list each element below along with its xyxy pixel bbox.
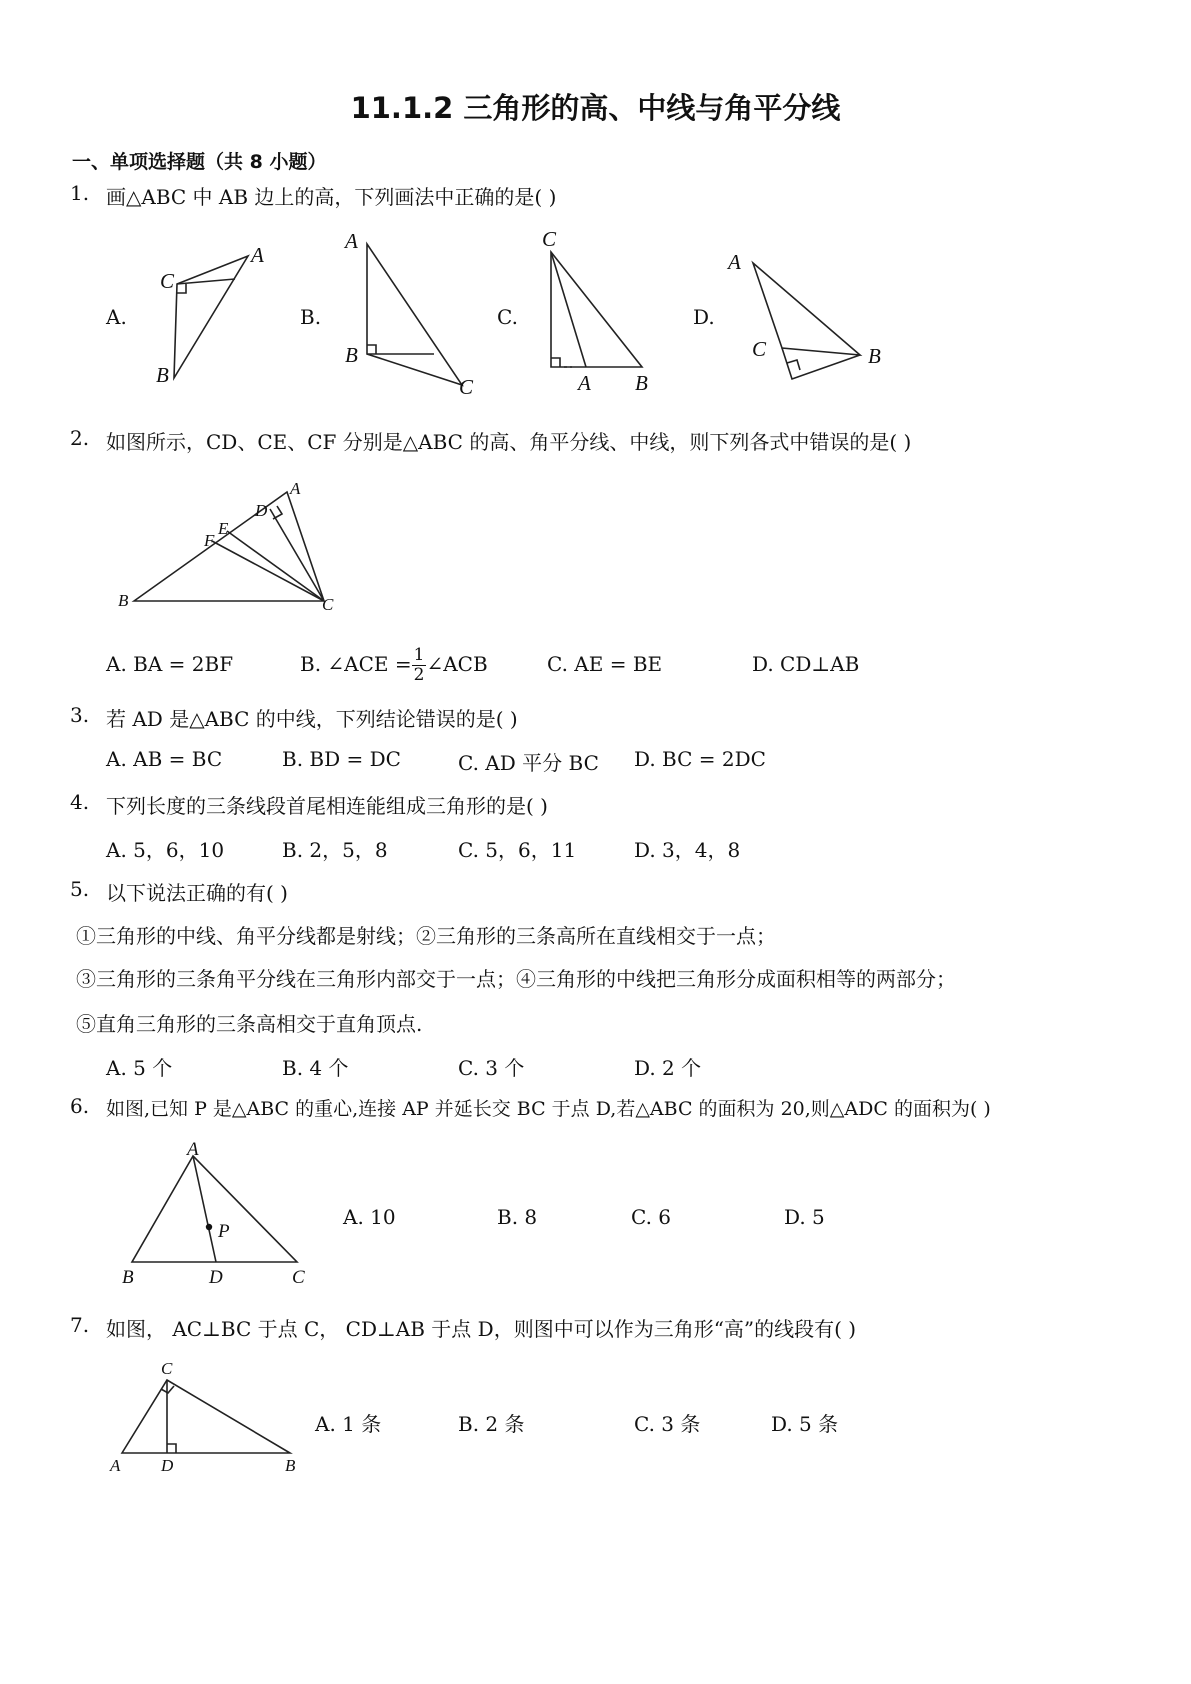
q5-option-d[interactable]: D. 2 个 bbox=[634, 1056, 702, 1080]
q2-option-b-tail: ∠ACB bbox=[426, 652, 488, 676]
q5-statement-2: ③三角形的三条角平分线在三角形内部交于一点；④三角形的中线把三角形分成面积相等的两部分； bbox=[76, 967, 956, 991]
q2-label-a: A bbox=[290, 479, 301, 498]
question-4-number: 4. bbox=[70, 790, 90, 814]
q6-option-c[interactable]: C. 6 bbox=[631, 1205, 672, 1229]
q7-option-a[interactable]: A. 1 条 bbox=[315, 1412, 382, 1436]
q2-label-f: F bbox=[204, 531, 215, 550]
q2-option-a[interactable]: A. BA = 2BF bbox=[106, 652, 234, 676]
q1a-label-a: A bbox=[251, 243, 264, 267]
q6-figure bbox=[112, 1138, 322, 1288]
question-7-text: 如图， AC⊥BC 于点 C， CD⊥AB 于点 D，则图中可以作为三角形“高”的线段有( ) bbox=[106, 1317, 857, 1341]
fraction-half bbox=[412, 646, 427, 685]
q1-figure-d bbox=[722, 245, 902, 385]
q1d-label-a: A bbox=[728, 250, 741, 274]
q1b-label-a: A bbox=[345, 229, 358, 253]
question-1-number: 1. bbox=[70, 181, 90, 205]
question-7-number: 7. bbox=[70, 1313, 90, 1337]
question-3-text: 若 AD 是△ABC 的中线，下列结论错误的是( ) bbox=[106, 707, 518, 731]
q6-label-a: A bbox=[187, 1139, 199, 1160]
q6-option-b[interactable]: B. 8 bbox=[497, 1205, 538, 1229]
question-6-text: 如图,已知 P 是△ABC 的重心,连接 AP 并延长交 BC 于点 D,若△ABC 的面积为 20,则△ADC 的面积为( ) bbox=[106, 1098, 991, 1120]
q4-option-d[interactable]: D. 3，4，8 bbox=[634, 838, 741, 862]
q5-statement-3: ⑤直角三角形的三条高相交于直角顶点. bbox=[76, 1012, 423, 1036]
q2-label-d: D bbox=[255, 501, 268, 520]
q1d-label-c: C bbox=[752, 337, 767, 361]
q6-option-a[interactable]: A. 10 bbox=[343, 1205, 396, 1229]
q7-figure bbox=[105, 1355, 325, 1480]
q1c-label-a: A bbox=[578, 371, 591, 395]
fraction-denominator: 2 bbox=[413, 665, 425, 685]
q7-option-c[interactable]: C. 3 条 bbox=[634, 1412, 701, 1436]
q4-option-b[interactable]: B. 2，5，8 bbox=[282, 838, 388, 862]
question-1-text: 画△ABC 中 AB 边上的高，下列画法中正确的是( ) bbox=[106, 185, 557, 209]
q5-statement-1: ①三角形的中线、角平分线都是射线；②三角形的三条高所在直线相交于一点； bbox=[76, 924, 776, 948]
page-title: 11.1.2 三角形的高、中线与角平分线 bbox=[350, 91, 841, 125]
question-2-number: 2. bbox=[70, 426, 90, 450]
q5-option-a[interactable]: A. 5 个 bbox=[106, 1056, 173, 1080]
q4-option-a[interactable]: A. 5，6，10 bbox=[106, 838, 225, 862]
q2-option-d[interactable]: D. CD⊥AB bbox=[752, 652, 860, 676]
q2-option-b-lead: B. ∠ACE = bbox=[300, 652, 412, 676]
q6-label-p: P bbox=[218, 1221, 230, 1242]
q5-option-c[interactable]: C. 3 个 bbox=[458, 1056, 525, 1080]
q1-option-a[interactable]: A. bbox=[106, 305, 127, 329]
question-2-text: 如图所示，CD、CE、CF 分别是△ABC 的高、角平分线、中线，则下列各式中错误的是( ) bbox=[106, 430, 912, 454]
question-5-number: 5. bbox=[70, 877, 90, 901]
q1-figure-c bbox=[530, 222, 670, 397]
q7-option-b[interactable]: B. 2 条 bbox=[458, 1412, 525, 1436]
question-5-text: 以下说法正确的有( ) bbox=[106, 881, 288, 905]
q7-label-a: A bbox=[110, 1456, 121, 1475]
q3-option-c[interactable]: C. AD 平分 BC bbox=[458, 751, 599, 775]
q1a-label-c: C bbox=[160, 269, 175, 293]
q2-option-b[interactable] bbox=[300, 646, 488, 685]
q3-option-b[interactable]: B. BD = DC bbox=[282, 747, 401, 771]
section-heading: 一、单项选择题（共 8 小题） bbox=[72, 151, 327, 173]
q2-label-b: B bbox=[118, 591, 129, 610]
q7-label-b: B bbox=[285, 1456, 296, 1475]
question-3-number: 3. bbox=[70, 703, 90, 727]
q2-label-e: E bbox=[218, 519, 229, 538]
q2-figure bbox=[112, 476, 352, 616]
q7-label-c: C bbox=[161, 1359, 173, 1378]
question-4-text: 下列长度的三条线段首尾相连能组成三角形的是( ) bbox=[106, 794, 548, 818]
q6-option-d[interactable]: D. 5 bbox=[784, 1205, 825, 1229]
q4-option-c[interactable]: C. 5，6，11 bbox=[458, 838, 577, 862]
q7-label-d: D bbox=[161, 1456, 174, 1475]
q1-option-b[interactable]: B. bbox=[300, 305, 322, 329]
q7-option-d[interactable]: D. 5 条 bbox=[771, 1412, 839, 1436]
q1b-label-b: B bbox=[345, 343, 358, 367]
q1-option-d[interactable]: D. bbox=[693, 305, 715, 329]
q2-label-c: C bbox=[322, 595, 334, 614]
q5-option-b[interactable]: B. 4 个 bbox=[282, 1056, 349, 1080]
q2-option-c[interactable]: C. AE = BE bbox=[547, 652, 663, 676]
q1-figure-b bbox=[335, 222, 485, 402]
q1c-label-c: C bbox=[542, 227, 557, 251]
q1-option-c[interactable]: C. bbox=[497, 305, 518, 329]
q3-option-a[interactable]: A. AB = BC bbox=[106, 747, 223, 771]
point-p bbox=[206, 1224, 212, 1230]
q1c-label-b: B bbox=[635, 371, 648, 395]
q6-label-d: D bbox=[209, 1267, 223, 1288]
q1b-label-c: C bbox=[459, 375, 474, 399]
q1-figure-a bbox=[140, 236, 280, 396]
q6-label-b: B bbox=[122, 1267, 134, 1288]
q1a-label-b: B bbox=[156, 363, 169, 387]
q3-option-d[interactable]: D. BC = 2DC bbox=[634, 747, 766, 771]
question-6-number: 6. bbox=[70, 1094, 90, 1118]
q6-label-c: C bbox=[292, 1267, 305, 1288]
fraction-numerator: 1 bbox=[413, 645, 425, 665]
q1d-label-b: B bbox=[868, 344, 881, 368]
